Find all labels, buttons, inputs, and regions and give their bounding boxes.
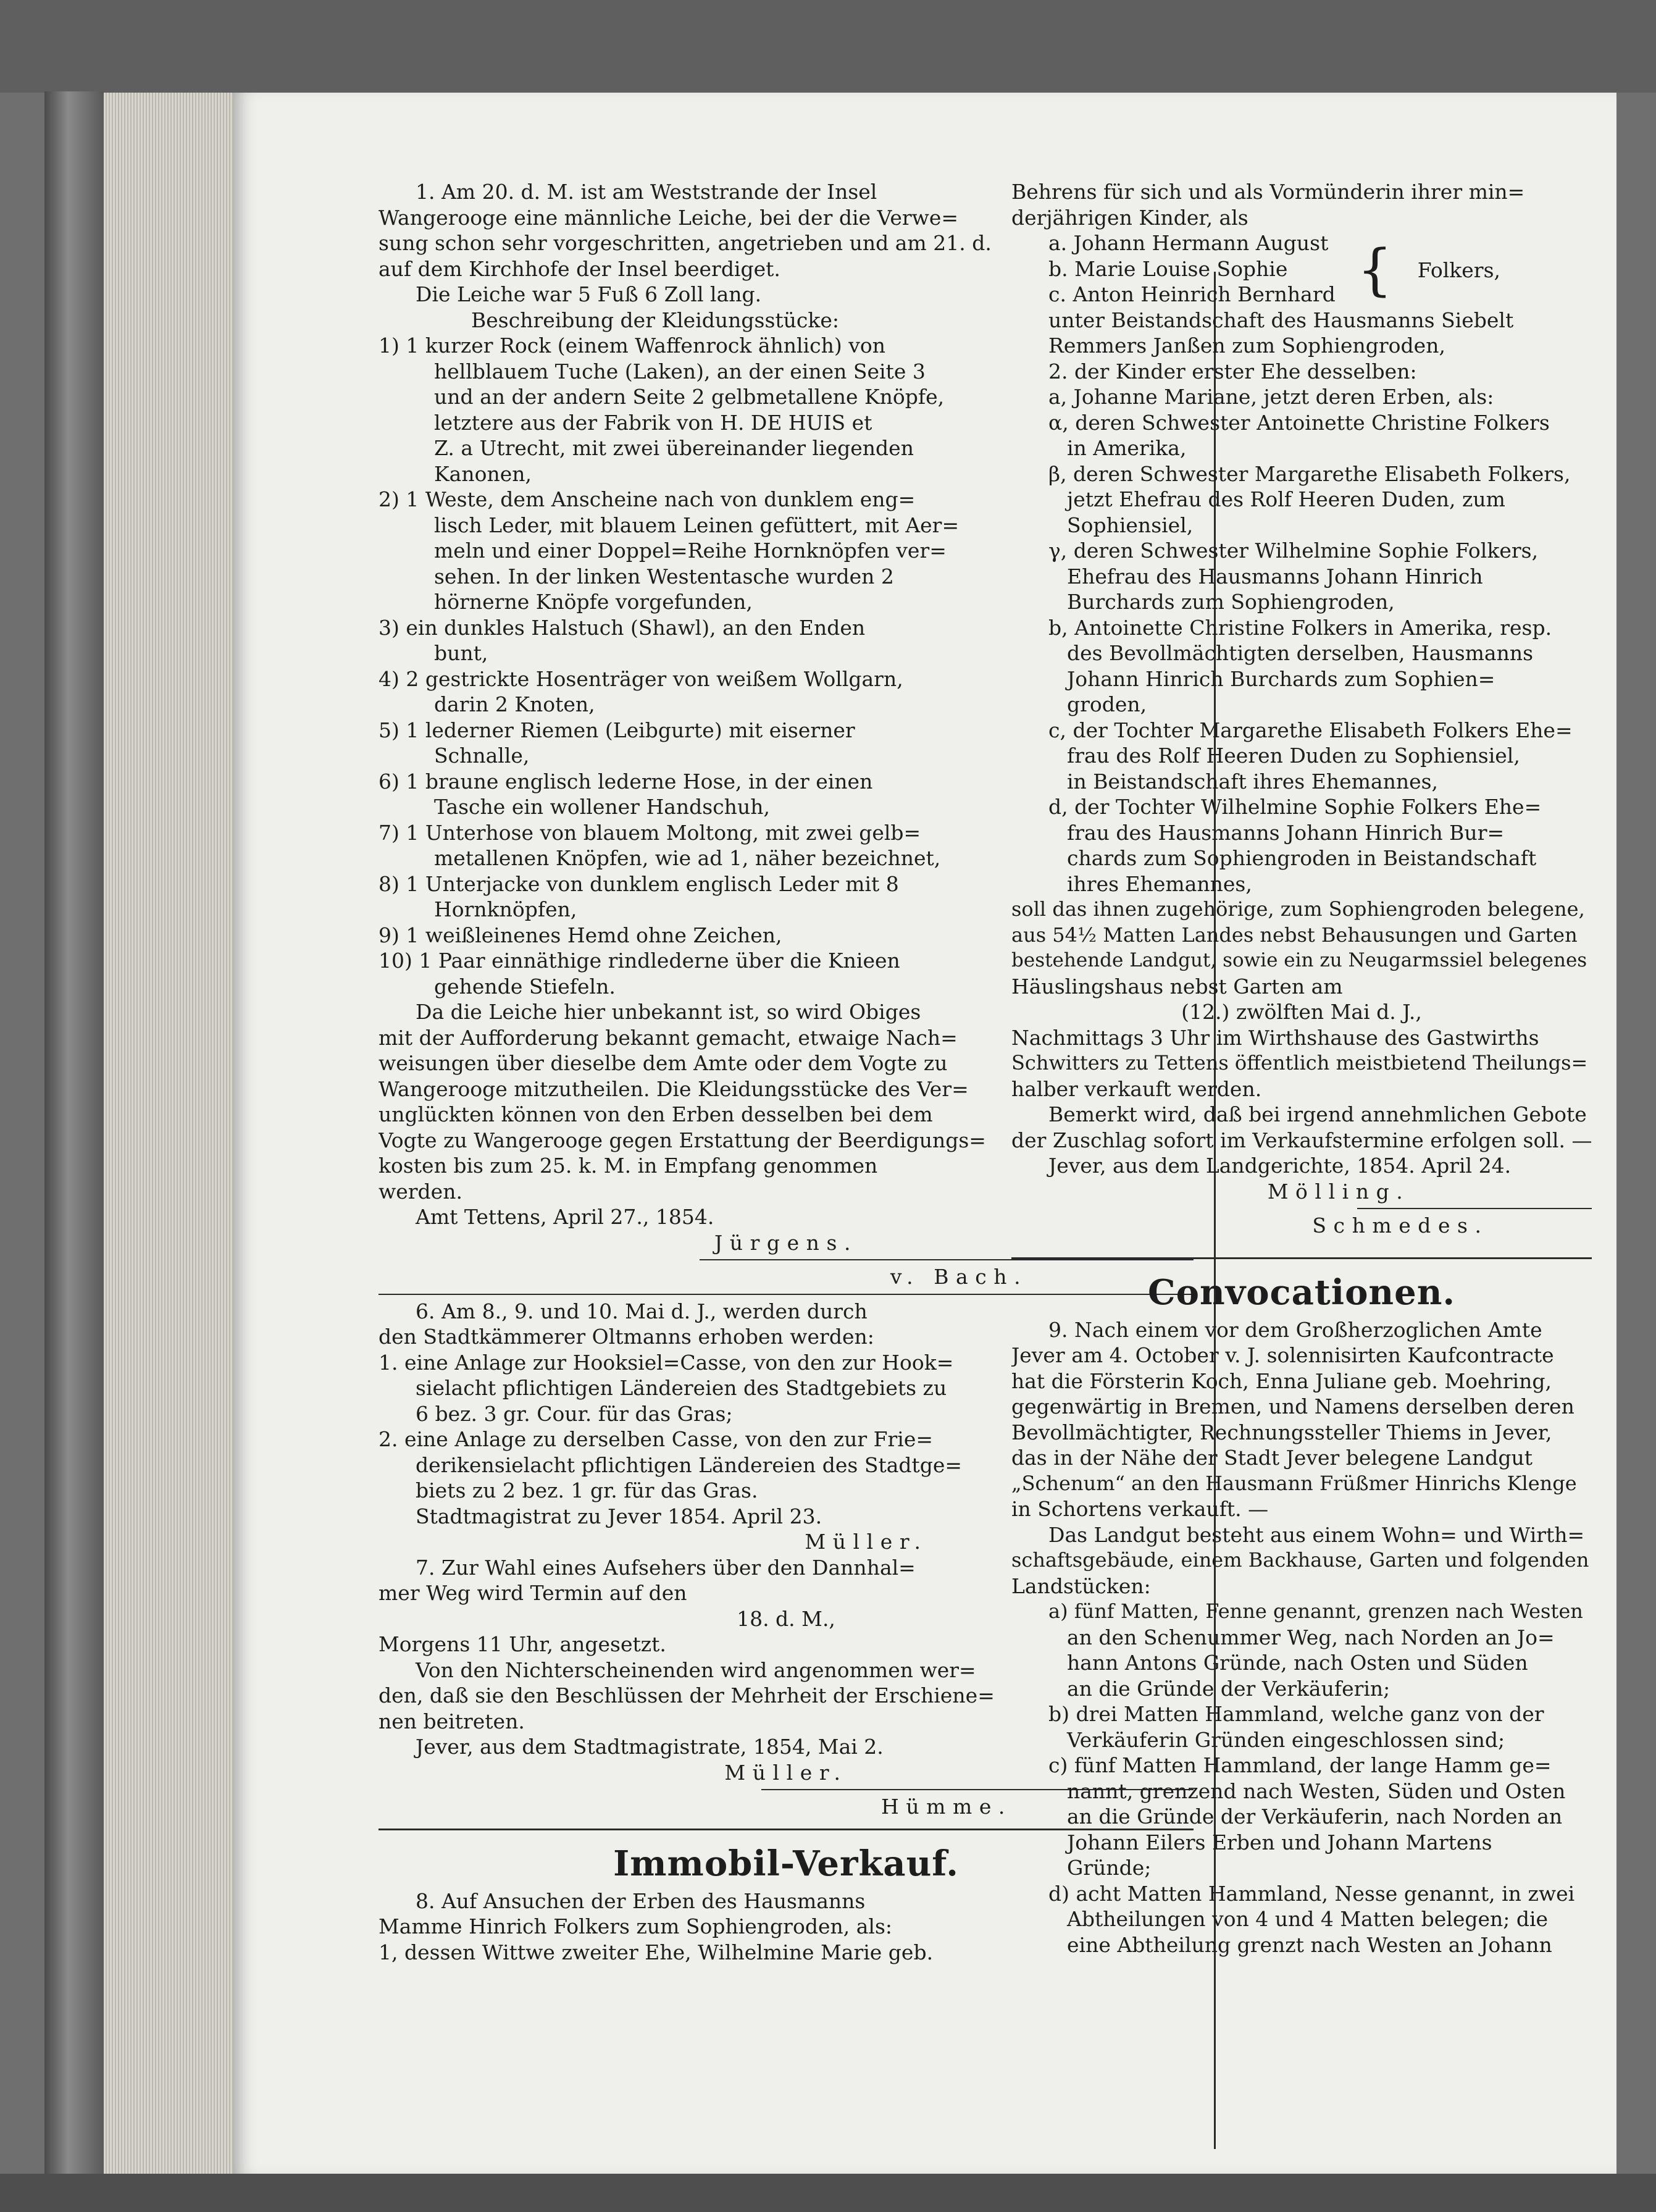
- text-line: darin 2 Knoten,: [434, 692, 595, 716]
- text-line: hellblauem Tuche (Laken), an der einen Seite 3: [434, 359, 926, 383]
- text-line: Das Landgut besteht aus einem Wohn= und Wirth=: [1048, 1522, 1585, 1547]
- signature: Müller.: [724, 1760, 848, 1785]
- text-line: an die Gründe der Verkäuferin;: [1067, 1676, 1390, 1701]
- text-line: hörnerne Knöpfe vorgefunden,: [434, 590, 753, 614]
- text-line: Stadtmagistrat zu Jever 1854. April 23.: [416, 1504, 822, 1528]
- text-line: a, Johanne Mariane, jetzt deren Erben, als:: [1048, 385, 1494, 409]
- text-line: und an der andern Seite 2 gelbmetallene Knöpfe,: [434, 385, 945, 409]
- text-line: β, deren Schwester Margarethe Elisabeth Folkers,: [1048, 461, 1571, 486]
- text-line: kosten bis zum 25. k. M. in Empfang genommen: [378, 1154, 878, 1178]
- text-line: Johann Eilers Erben und Johann Martens: [1067, 1830, 1492, 1854]
- text-line: gehende Stiefeln.: [434, 974, 616, 999]
- text-line: frau des Hausmanns Johann Hinrich Bur=: [1067, 820, 1505, 845]
- text-line: 6 bez. 3 gr. Cour. für das Gras;: [416, 1401, 733, 1426]
- signature: Hümme.: [881, 1795, 1012, 1819]
- text-line: (12.) zwölften Mai d. J.,: [1181, 1000, 1422, 1024]
- section-heading-immobil: Immobil-Verkauf.: [613, 1843, 959, 1884]
- signature: Müller.: [805, 1530, 928, 1554]
- text-line: sielacht pflichtigen Ländereien des Stadtgebiets zu: [416, 1376, 947, 1400]
- text-line: an die Gründe der Verkäuferin, nach Norden an: [1067, 1804, 1563, 1829]
- text-line: γ, deren Schwester Wilhelmine Sophie Folkers,: [1048, 538, 1539, 563]
- text-line: Jever, aus dem Stadtmagistrate, 1854, Mai 2.: [416, 1735, 884, 1759]
- text-line: 1. eine Anlage zur Hooksiel=Casse, von den zur Hook=: [378, 1350, 954, 1375]
- right-column: [1011, 179, 1592, 1958]
- text-line: sung schon sehr vorgeschritten, angetrieben und am 21. d.: [378, 231, 992, 255]
- text-line: α, deren Schwester Antoinette Christine Folkers: [1048, 410, 1550, 435]
- text-line: halber verkauft werden.: [1011, 1076, 1262, 1101]
- text-line: Wangerooge eine männliche Leiche, bei der die Verwe=: [378, 205, 959, 230]
- text-line: Da die Leiche hier unbekannt ist, so wird Obiges: [416, 1000, 921, 1024]
- text-line: Häuslingshaus nebst Garten am: [1011, 974, 1343, 999]
- text-line: Johann Hinrich Burchards zum Sophien=: [1067, 666, 1495, 691]
- text-line: ihres Ehemannes,: [1067, 871, 1252, 896]
- background-bottom: [0, 2174, 1656, 2212]
- text-line: Ehefrau des Hausmanns Johann Hinrich: [1067, 564, 1483, 589]
- text-line: an den Schenummer Weg, nach Norden an Jo=: [1067, 1625, 1555, 1649]
- text-line: aus 54½ Matten Landes nebst Behausungen und Garten: [1011, 923, 1578, 947]
- section-rule: [1011, 1257, 1592, 1259]
- text-line: 18. d. M.,: [737, 1606, 835, 1631]
- text-line: eine Abtheilung grenzt nach Westen an Johann: [1067, 1932, 1552, 1957]
- text-line: des Bevollmächtigten derselben, Hausmanns: [1067, 641, 1534, 665]
- signature: Jürgens.: [714, 1230, 858, 1255]
- text-line: Verkäuferin Gründen eingeschlossen sind;: [1067, 1727, 1505, 1752]
- text-line: 5) 1 lederner Riemen (Leibgurte) mit eiserner: [378, 718, 855, 742]
- notice-9: [1011, 1317, 1592, 1958]
- text-line: Bevollmächtigter, Rechnungssteller Thiems in Jever,: [1011, 1420, 1552, 1444]
- text-line: groden,: [1067, 692, 1147, 716]
- text-line: c. Anton Heinrich Bernhard: [1048, 282, 1336, 306]
- text-line: sehen. In der linken Westentasche wurden 2: [434, 564, 894, 589]
- text-line: Schnalle,: [434, 744, 530, 768]
- text-line: Amt Tettens, April 27., 1854.: [416, 1205, 714, 1229]
- text-line: „Schenum“ an den Hausmann Früßmer Hinrichs Klenge: [1011, 1471, 1577, 1495]
- text-line: der Zuschlag sofort im Verkaufstermine erfolgen soll. —: [1011, 1128, 1592, 1152]
- text-line: letztere aus der Fabrik von H. DE HUIS et: [434, 410, 872, 435]
- text-line: nannt, grenzend nach Westen, Süden und Osten: [1067, 1778, 1566, 1803]
- brace-label: [1357, 238, 1501, 303]
- text-line: derjährigen Kinder, als: [1011, 205, 1248, 230]
- text-line: weisungen über dieselbe dem Amte oder dem Vogte zu: [378, 1051, 948, 1075]
- text-line: 2. der Kinder erster Ehe desselben:: [1048, 359, 1417, 383]
- text-line: 1) 1 kurzer Rock (einem Waffenrock ähnlich) von: [378, 333, 885, 358]
- text-line: unter Beistandschaft des Hausmanns Siebelt: [1048, 308, 1514, 332]
- section-heading-convocationen: Convocationen.: [1148, 1271, 1455, 1313]
- text-line: Sophiensiel,: [1067, 513, 1194, 537]
- text-line: Remmers Janßen zum Sophiengroden,: [1048, 333, 1445, 358]
- text-line: Behrens für sich und als Vormünderin ihrer min=: [1011, 180, 1525, 204]
- text-line: hat die Försterin Koch, Enna Juliane geb. Moehring,: [1011, 1368, 1552, 1393]
- background-top: [0, 0, 1656, 93]
- text-line: a. Johann Hermann August: [1048, 231, 1329, 255]
- text-line: werden.: [378, 1179, 462, 1204]
- text-line: Gründe;: [1067, 1856, 1152, 1880]
- text-line: Jever, aus dem Landgerichte, 1854. April 24.: [1048, 1154, 1512, 1178]
- newspaper-page: [233, 93, 1616, 2174]
- text-line: b, Antoinette Christine Folkers in Amerika, resp.: [1048, 615, 1552, 640]
- text-line: auf dem Kirchhofe der Insel beerdiget.: [378, 256, 780, 281]
- text-line: 2. eine Anlage zu derselben Casse, von den zur Frie=: [378, 1427, 934, 1451]
- text-line: biets zu 2 bez. 1 gr. für das Gras.: [416, 1478, 758, 1502]
- signature: Schmedes.: [1312, 1213, 1489, 1238]
- text-line: in Amerika,: [1067, 436, 1187, 460]
- text-line: 7. Zur Wahl eines Aufsehers über den Dannhal=: [416, 1555, 916, 1580]
- text-line: bunt,: [434, 641, 488, 665]
- text-line: in Beistandschaft ihres Ehemannes,: [1067, 769, 1439, 794]
- text-line: den, daß sie den Beschlüssen der Mehrheit der Erschiene=: [378, 1683, 995, 1707]
- text-line: mer Weg wird Termin auf den: [378, 1581, 687, 1605]
- text-line: chards zum Sophiengroden in Beistandschaft: [1067, 846, 1537, 870]
- text-line: 4) 2 gestrickte Hosenträger von weißem Wollgarn,: [378, 666, 903, 691]
- book-spine: [44, 91, 104, 2179]
- signature: Mölling.: [1267, 1179, 1410, 1204]
- text-line: Burchards zum Sophiengroden,: [1067, 590, 1395, 614]
- text-line: unglückten können von den Erben desselben bei dem: [378, 1102, 933, 1126]
- text-line: c, der Tochter Margarethe Elisabeth Folkers Ehe=: [1048, 718, 1573, 742]
- text-line: Z. a Utrecht, mit zwei übereinander liegenden: [434, 436, 914, 460]
- text-line: Hornknöpfen,: [434, 897, 577, 921]
- text-line: hann Antons Gründe, nach Osten und Süden: [1067, 1651, 1528, 1675]
- text-line: Tasche ein wollener Handschuh,: [434, 795, 770, 819]
- text-line: jetzt Ehefrau des Rolf Heeren Duden, zum: [1067, 487, 1505, 511]
- text-line: Beschreibung der Kleidungsstücke:: [471, 308, 840, 332]
- text-line: 6. Am 8., 9. und 10. Mai d. J., werden durch: [416, 1299, 868, 1323]
- divider: [1357, 1208, 1592, 1209]
- children-list: [1011, 230, 1592, 308]
- text-line: lisch Leder, mit blauem Leinen gefüttert, mit Aer=: [434, 513, 960, 537]
- text-line: b) drei Matten Hammland, welche ganz von der: [1048, 1702, 1544, 1726]
- text-line: 2) 1 Weste, dem Anscheine nach von dunklem eng=: [378, 487, 916, 511]
- text-line: Kanonen,: [434, 461, 532, 486]
- text-line: Jever am 4. October v. J. solennisirten Kaufcontracte: [1011, 1343, 1554, 1367]
- text-line: 8. Auf Ansuchen der Erben des Hausmanns: [416, 1888, 866, 1913]
- text-line: schaftsgebäude, einem Backhause, Garten und folgenden: [1011, 1548, 1589, 1572]
- text-line: 1. Am 20. d. M. ist am Weststrande der Insel: [416, 180, 877, 204]
- text-line: a) fünf Matten, Fenne genannt, grenzen nach Westen: [1048, 1599, 1583, 1623]
- notice-8-continued: [1011, 179, 1592, 1259]
- text-line: Von den Nichterscheinenden wird angenommen wer=: [416, 1657, 976, 1682]
- text-line: Landstücken:: [1011, 1573, 1151, 1598]
- text-line: 6) 1 braune englisch lederne Hose, in der einen: [378, 769, 873, 794]
- text-line: bestehende Landgut, sowie ein zu Neugarmssiel belegenes: [1011, 949, 1587, 971]
- text-line: Bemerkt wird, daß bei irgend annehmlichen Gebote: [1048, 1102, 1587, 1126]
- text-line: b. Marie Louise Sophie: [1048, 256, 1288, 281]
- text-line: den Stadtkämmerer Oltmanns erhoben werden:: [378, 1325, 874, 1349]
- text-line: Schwitters zu Tettens öffentlich meistbietend Theilungs=: [1011, 1051, 1588, 1075]
- text-line: c) fünf Matten Hammland, der lange Hamm ge=: [1048, 1753, 1552, 1777]
- text-line: meln und einer Doppel=Reihe Hornknöpfen ver=: [434, 538, 947, 563]
- text-line: Vogte zu Wangerooge gegen Erstattung der Beerdigungs=: [378, 1128, 986, 1152]
- text-line: soll das ihnen zugehörige, zum Sophiengroden belegene,: [1011, 897, 1585, 921]
- text-line: 7) 1 Unterhose von blauem Moltong, mit zwei gelb=: [378, 820, 921, 845]
- signature: v. Bach.: [890, 1265, 1028, 1289]
- text-line: d) acht Matten Hammland, Nesse genannt, in zwei: [1048, 1881, 1575, 1906]
- text-line: mit der Aufforderung bekannt gemacht, etwaige Nach=: [378, 1025, 958, 1050]
- text-line: nen beitreten.: [378, 1709, 525, 1733]
- text-line: Die Leiche war 5 Fuß 6 Zoll lang.: [416, 282, 762, 306]
- text-line: metallenen Knöpfen, wie ad 1, näher bezeichnet,: [434, 846, 941, 870]
- text-line: Nachmittags 3 Uhr im Wirthshause des Gastwirths: [1011, 1025, 1539, 1050]
- text-line: Wangerooge mitzutheilen. Die Kleidungsstücke des Ver=: [378, 1076, 969, 1101]
- text-line: das in der Nähe der Stadt Jever belegene Landgut: [1011, 1446, 1533, 1470]
- text-line: d, der Tochter Wilhelmine Sophie Folkers Ehe=: [1048, 795, 1542, 819]
- text-line: Mamme Hinrich Folkers zum Sophiengroden, als:: [378, 1914, 892, 1938]
- text-line: 9) 1 weißleinenes Hemd ohne Zeichen,: [378, 923, 782, 947]
- text-line: frau des Rolf Heeren Duden zu Sophiensiel,: [1067, 744, 1520, 768]
- text-line: 1, dessen Wittwe zweiter Ehe, Wilhelmine Marie geb.: [378, 1940, 934, 1964]
- text-line: 9. Nach einem vor dem Großherzoglichen Amte: [1048, 1317, 1542, 1342]
- brace-icon: {: [1357, 238, 1393, 303]
- text-line: Abtheilungen von 4 und 4 Matten belegen; die: [1067, 1907, 1549, 1931]
- brace-text: Folkers,: [1417, 258, 1501, 283]
- text-line: Morgens 11 Uhr, angesetzt.: [378, 1632, 666, 1656]
- page-edges: [104, 93, 233, 2174]
- text-line: derikensielacht pflichtigen Ländereien des Stadtge=: [416, 1452, 963, 1477]
- text-line: 10) 1 Paar einnäthige rindlederne über die Knieen: [378, 949, 900, 973]
- text-line: gegenwärtig in Bremen, und Namens derselben deren: [1011, 1394, 1574, 1418]
- text-line: 3) ein dunkles Halstuch (Shawl), an den Enden: [378, 615, 866, 640]
- text-line: in Schortens verkauft. —: [1011, 1497, 1269, 1521]
- text-line: 8) 1 Unterjacke von dunklem englisch Leder mit 8: [378, 871, 899, 896]
